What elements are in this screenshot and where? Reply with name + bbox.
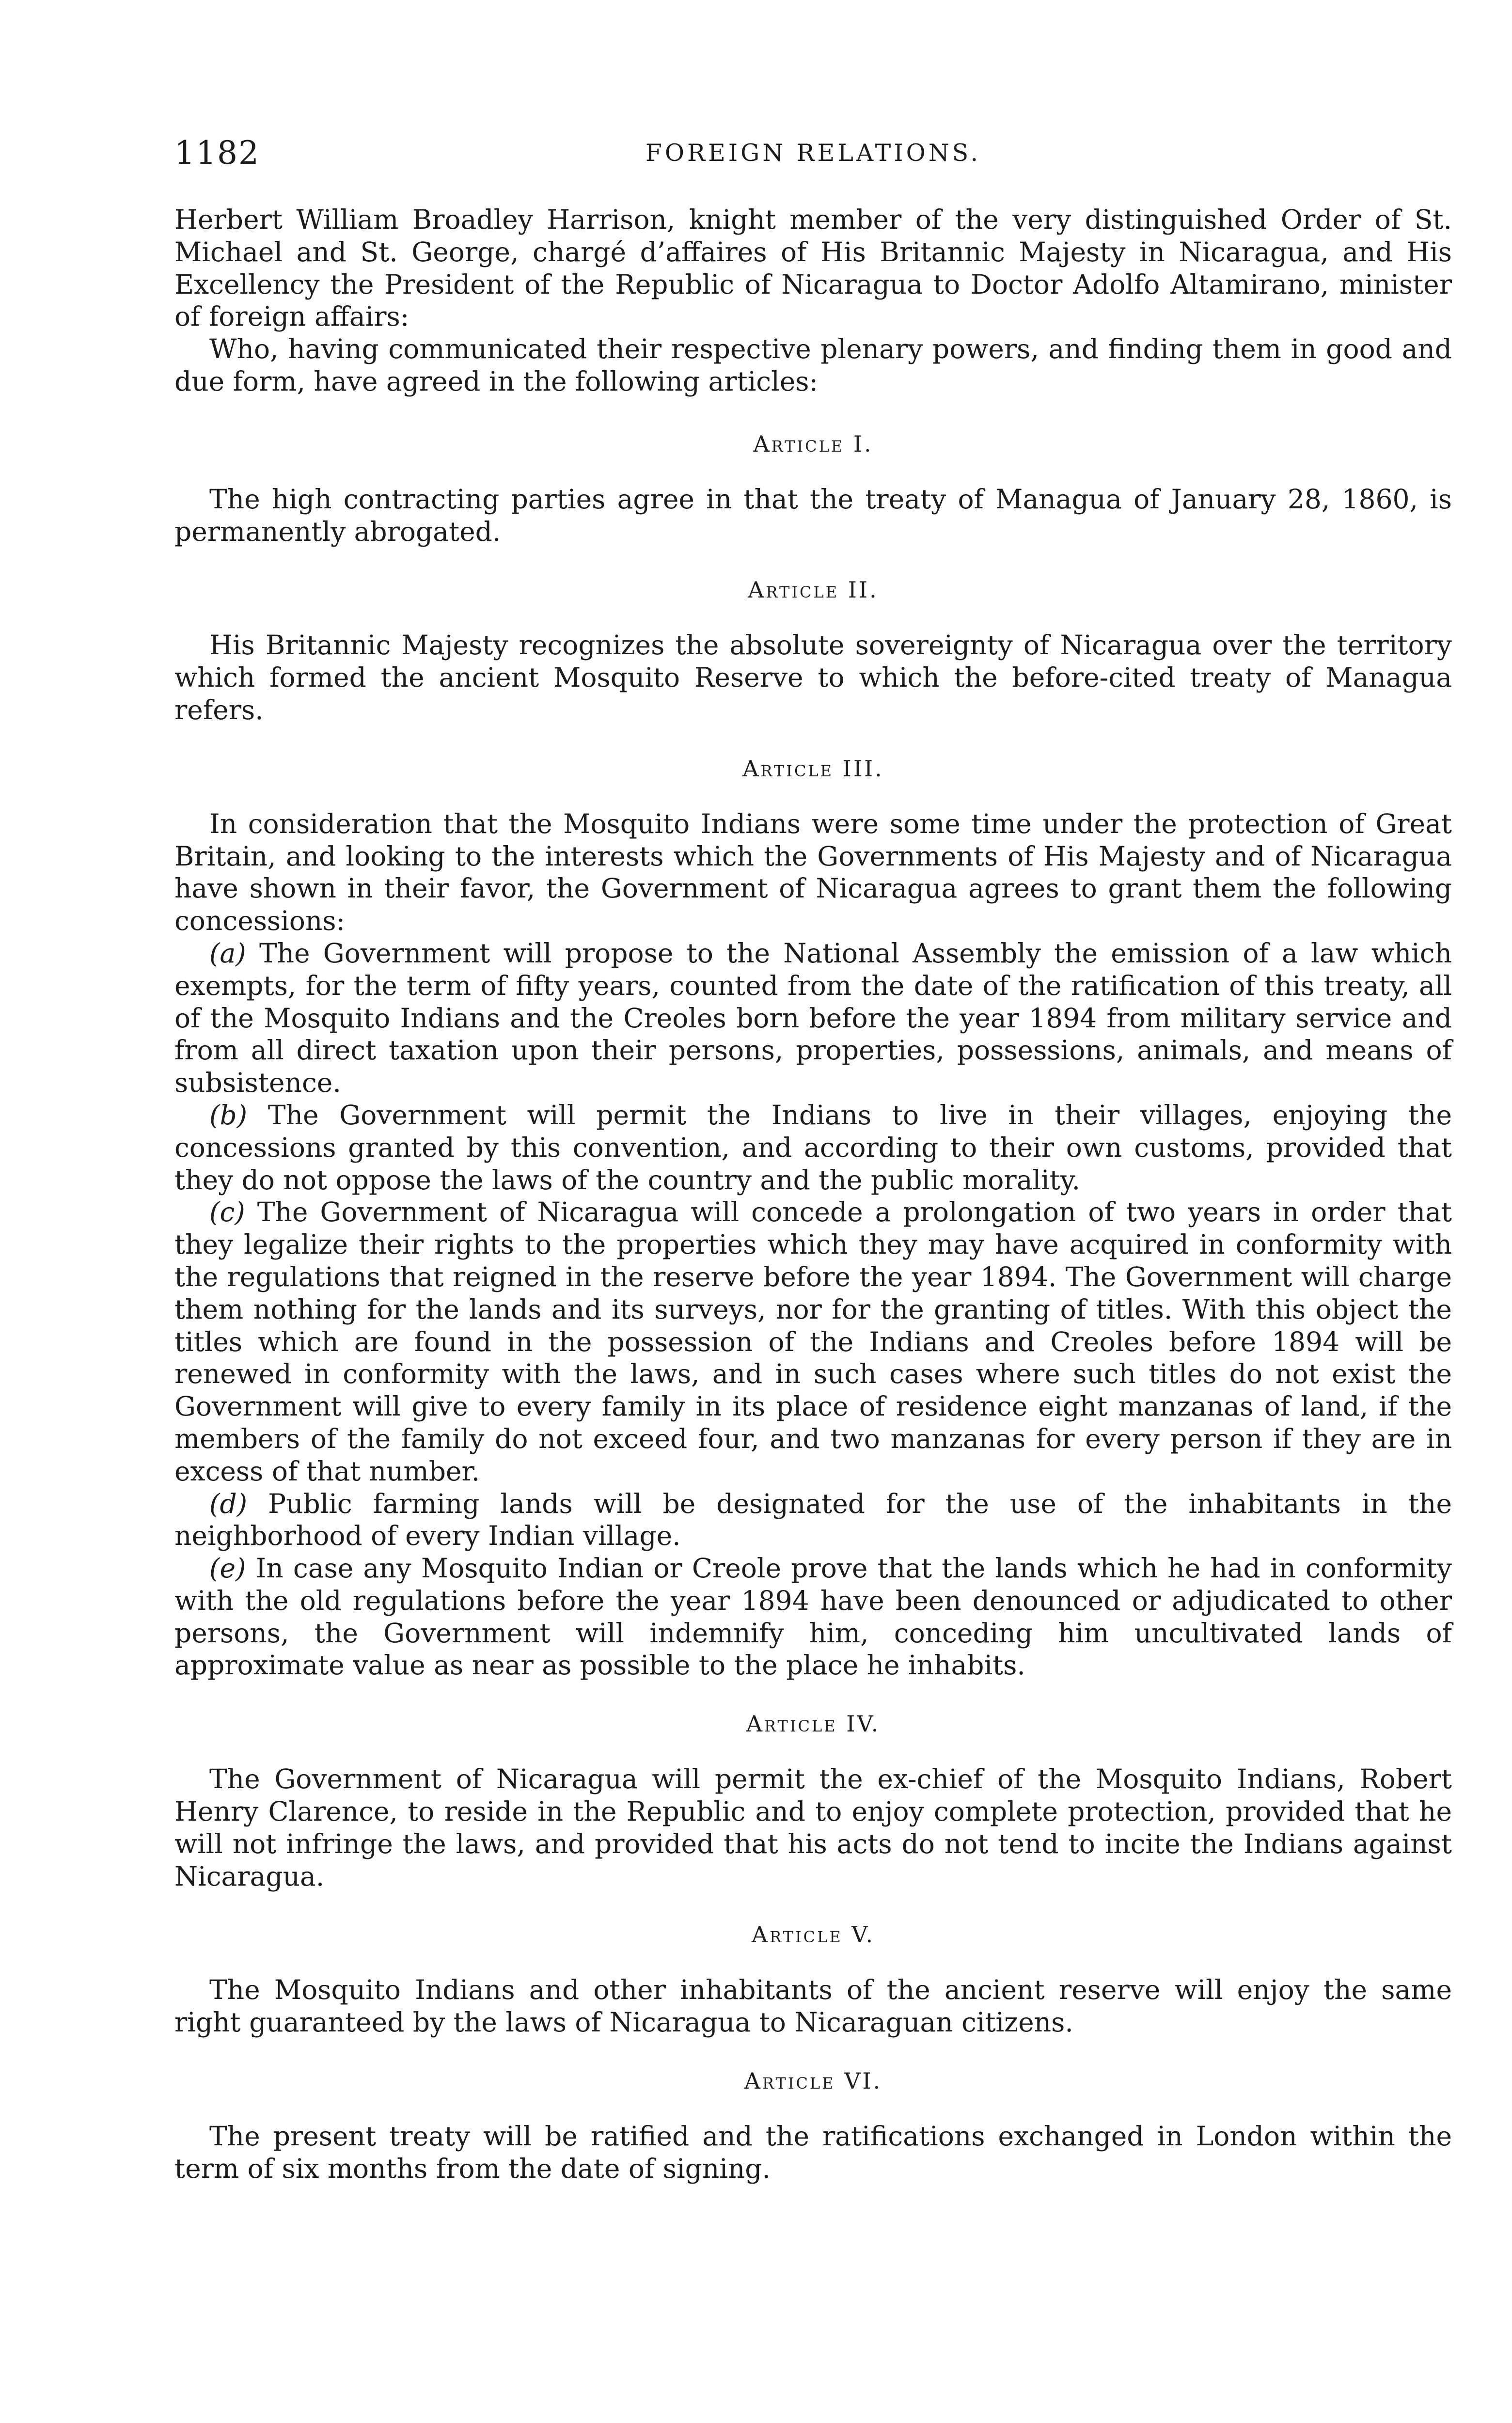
- article-4-text: The Government of Nicaragua will permit the ex-chief of the Mosquito Indians, Robert Henry Clarence, to reside in the Republic and to enjoy complete protection, provided that he will not infringe the laws, and provided that his acts do not tend to incite the Indians against Nicaragua.: [174, 1763, 1452, 1892]
- clause-b: [174, 1099, 1452, 1196]
- article-1-heading: Article I.: [753, 430, 873, 457]
- article-5-text: The Mosquito Indians and other inhabitants of the ancient reserve will enjoy the same right guaranteed by the laws of Nicaragua to Nicaraguan citizens.: [174, 1974, 1452, 2038]
- article-2-heading: Article II.: [748, 577, 879, 603]
- clause-c-text: The Government of Nicaragua will concede a prolongation of two years in order that they legalize their rights to the properties which they may have acquired in conformity with the regulations that reigned in the reserve before the year 1894. The Government will charge them nothing for the lands and its surveys, nor for the granting of titles. With this object the titles which are found in the possession of the Indians and Creoles before 1894 will be renewed in conformity with the laws, and in such cases where such titles do not exist the Government will give to every family in its place of residence eight manzanas of land, if the members of the family do not exceed four, and two manzanas for every person if they are in excess of that number.: [174, 1196, 1452, 1487]
- article-3-heading: Article III.: [742, 755, 884, 782]
- clause-b-label: (b): [209, 1099, 248, 1131]
- article-6-heading: Article VI.: [744, 2068, 882, 2094]
- clause-b-text: The Government will permit the Indians to live in their villages, enjoying the concessions granted by this convention, and according to their own customs, provided that they do not oppose the laws of the country and the public morality.: [174, 1099, 1452, 1196]
- clause-c: [174, 1196, 1452, 1487]
- article-6-text: The present treaty will be ratified and the ratifications exchanged in London within the term of six months from the date of signing.: [174, 2121, 1452, 2184]
- clause-a: [174, 937, 1452, 1099]
- clause-d: [174, 1488, 1452, 1553]
- clause-e-label: (e): [209, 1553, 246, 1584]
- article-1-text: The high contracting parties agree in that the treaty of Managua of January 28, 1860, is permanently abrogated.: [174, 483, 1452, 547]
- clause-c-label: (c): [209, 1196, 245, 1228]
- clause-a-text: The Government will propose to the National Assembly the emission of a law which exempts, for the term of fifty years, counted from the date of the ratification of this treaty, all of the Mosquito Indians and the Creoles born before the year 1894 from military service and from all direct taxation upon their persons, properties, possessions, animals, and means of subsistence.: [174, 937, 1452, 1099]
- article-4-heading: Article IV.: [746, 1711, 881, 1737]
- running-head: FOREIGN RELATIONS.: [645, 139, 981, 167]
- clause-d-text: Public farming lands will be designated for the use of the inhabitants in the neighborhood of every Indian village.: [174, 1488, 1452, 1552]
- clause-a-label: (a): [209, 937, 246, 969]
- page-header: [174, 131, 1452, 175]
- clause-d-label: (d): [209, 1488, 248, 1519]
- intro-paragraph-1: Herbert William Broadley Harrison, knight member of the very distinguished Order of St. Michael and St. George, chargé d’affaires of His Britannic Majesty in Nicaragua, and His Excellency the President of the Republic of Nicaragua to Doctor Adolfo Altamirano, minister of foreign affairs:: [174, 204, 1452, 332]
- article-2-text: His Britannic Majesty recognizes the absolute sovereignty of Nicaragua over the territory which formed the ancient Mosquito Reserve to which the before-cited treaty of Managua refers.: [174, 629, 1452, 725]
- clause-e: [174, 1552, 1452, 1682]
- document-page: [174, 131, 1452, 2185]
- article-3-text: In consideration that the Mosquito Indians were some time under the protection of Great Britain, and looking to the interests which the Governments of His Majesty and of Nicaragua have shown in their favor, the Government of Nicaragua agrees to grant them the following concessions:: [174, 808, 1452, 937]
- article-5-heading: Article V.: [751, 1921, 875, 1948]
- page-number: 1182: [174, 134, 260, 172]
- intro-paragraph-2: Who, having communicated their respective plenary powers, and finding them in good and due form, have agreed in the following articles:: [174, 333, 1452, 397]
- clause-e-text: In case any Mosquito Indian or Creole prove that the lands which he had in conformity with the old regulations before the year 1894 have been denounced or adjudicated to other persons, the Government will indemnify him, conceding him uncultivated lands of approximate value as near as possible to the place he inhabits.: [174, 1553, 1452, 1681]
